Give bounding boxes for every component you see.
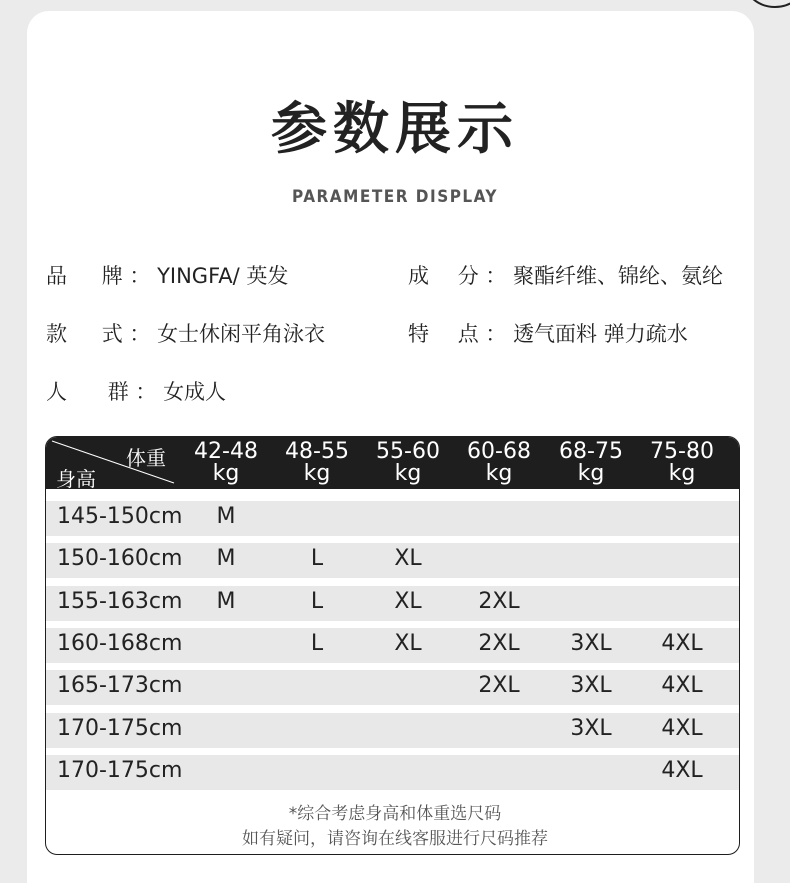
param-value: 女士休闲平角泳衣: [157, 322, 326, 346]
size-cell: M: [216, 546, 236, 571]
param-value: YINGFA/ 英发: [157, 264, 289, 288]
weight-range: 48-55: [285, 439, 349, 464]
param-label: 点: [457, 322, 479, 346]
table-row: [46, 713, 739, 748]
page-subtitle: PARAMETER DISPLAY: [292, 187, 498, 207]
table-row: [46, 586, 739, 621]
param-label: 特: [408, 322, 429, 346]
weight-range: 75-80: [650, 439, 714, 464]
size-table: [45, 436, 740, 855]
height-range-cell: 155-163cm: [57, 589, 183, 614]
param-brand: [46, 262, 288, 290]
size-cell: XL: [394, 589, 422, 614]
weight-unit: kg: [577, 461, 605, 486]
param-value: 女成人: [163, 380, 227, 404]
size-cell: 3XL: [570, 673, 612, 698]
weight-unit: kg: [485, 461, 513, 486]
size-cell: 4XL: [661, 631, 703, 656]
weight-unit: kg: [394, 461, 422, 486]
size-cell: 2XL: [478, 673, 520, 698]
service-note: 如有疑问，请咨询在线客服进行尺码推荐: [242, 829, 548, 849]
size-cell: 4XL: [661, 673, 703, 698]
param-crowd: [46, 378, 226, 406]
param-feature: [408, 320, 688, 348]
height-range-cell: 170-175cm: [57, 758, 183, 783]
param-colon: ：: [135, 380, 157, 404]
table-row: [46, 501, 739, 536]
table-row: [46, 628, 739, 663]
size-cell: XL: [394, 546, 422, 571]
weight-column-header: [454, 441, 544, 485]
param-label: 人: [46, 380, 67, 404]
param-label: 牌: [101, 264, 123, 288]
header-height-label: 身高: [56, 467, 96, 491]
size-cell: M: [216, 504, 236, 529]
table-row: [46, 543, 739, 578]
weight-column-header: [546, 441, 636, 485]
table-header: [46, 437, 739, 489]
page-title: 参数展示: [271, 97, 519, 162]
size-cell: 4XL: [661, 716, 703, 741]
param-colon: ：: [485, 264, 507, 288]
height-range-cell: 165-173cm: [57, 673, 183, 698]
param-label: 式: [101, 322, 123, 346]
param-colon: ：: [129, 322, 151, 346]
weight-range: 68-75: [559, 439, 623, 464]
table-row: [46, 670, 739, 705]
weight-range: 42-48: [194, 439, 258, 464]
size-cell: L: [310, 546, 324, 571]
header-weight-label: 体重: [126, 446, 166, 470]
param-label: 群: [107, 380, 129, 404]
height-range-cell: 145-150cm: [57, 504, 183, 529]
weight-column-header: [637, 441, 727, 485]
size-cell: 4XL: [661, 758, 703, 783]
weight-unit: kg: [212, 461, 240, 486]
param-label: 成: [408, 264, 429, 288]
param-value: 透气面料 弹力疏水: [513, 322, 688, 346]
size-note: *综合考虑身高和体重选尺码: [288, 804, 502, 824]
weight-range: 55-60: [376, 439, 440, 464]
param-style: [46, 320, 325, 348]
corner-decoration: [740, 0, 790, 8]
param-label: 品: [46, 264, 67, 288]
size-cell: M: [216, 589, 236, 614]
weight-column-header: [181, 441, 271, 485]
weight-unit: kg: [668, 461, 696, 486]
size-cell: 2XL: [478, 631, 520, 656]
size-cell: 3XL: [570, 716, 612, 741]
size-cell: L: [310, 631, 324, 656]
height-range-cell: 170-175cm: [57, 716, 183, 741]
size-cell: 3XL: [570, 631, 612, 656]
height-range-cell: 150-160cm: [57, 546, 183, 571]
param-label: 分: [457, 264, 479, 288]
height-range-cell: 160-168cm: [57, 631, 183, 656]
size-cell: XL: [394, 631, 422, 656]
size-cell: 2XL: [478, 589, 520, 614]
weight-column-header: [272, 441, 362, 485]
weight-column-header: [363, 441, 453, 485]
weight-range: 60-68: [467, 439, 531, 464]
table-row: [46, 755, 739, 790]
param-value: 聚酯纤维、锦纶、氨纶: [513, 264, 724, 288]
param-label: 款: [46, 322, 67, 346]
param-colon: ：: [129, 264, 151, 288]
param-composition: [408, 262, 723, 290]
weight-unit: kg: [303, 461, 331, 486]
param-colon: ：: [485, 322, 507, 346]
size-cell: L: [310, 589, 324, 614]
